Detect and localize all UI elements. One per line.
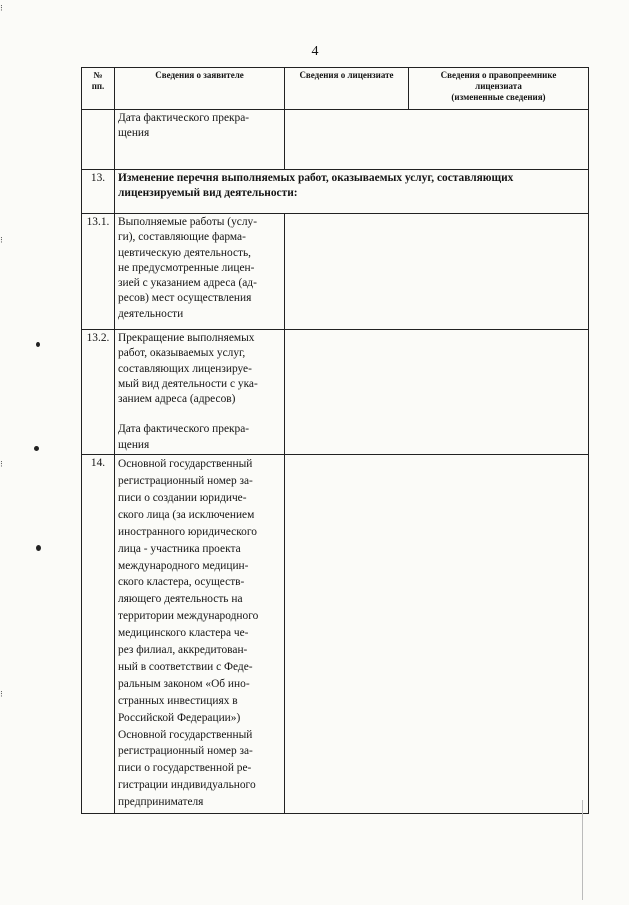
value-cell [285, 455, 589, 814]
applicant-cell: Выполняемые работы (услу- ги), составляющие фарма- цевтическую деятельность, не предусмотренные лицен- зией с указанием адреса (ад- ресов) мест осуществления деятельности [115, 214, 285, 330]
table-row-termination-date [82, 110, 589, 170]
header-number: № пп. [82, 68, 115, 110]
applicant-cell: Основной государственный регистрационный номер за- писи о создании юридиче- ского лица (за исключением иностранного юридического лица - участника проекта международного медицин- ского кластера, осуществ- ляющего деятельность на территории международного медицинского кластера че- рез филиал, аккредитован- ный в соответствии с Феде- ральным законом «Об ино- странных инвестициях в Российской Федерации») Основной государственный регистрационный номер за- писи о государственной ре- гистрации индивидуального предпринимателя [115, 455, 285, 814]
license-form-table [81, 67, 589, 814]
value-cell [285, 110, 589, 170]
row-number: 13. [82, 170, 115, 214]
table-header-row [82, 68, 589, 110]
row-number: 13.2. [82, 330, 115, 455]
scan-artifact: ⁝ [0, 236, 3, 246]
scan-artifact [34, 446, 39, 451]
applicant-cell: Дата фактического прекра- щения [115, 110, 285, 170]
header-applicant: Сведения о заявителе [115, 68, 285, 110]
header-licensee: Сведения о лицензиате [285, 68, 409, 110]
scan-artifact: ⁝ [0, 690, 3, 700]
scan-artifact [582, 800, 583, 900]
scan-artifact [36, 545, 41, 551]
scan-artifact: ⁝ [0, 4, 3, 14]
page-number: 4 [311, 44, 319, 59]
table-row-14 [82, 455, 589, 814]
value-cell [285, 214, 589, 330]
scan-artifact: ⁝ [0, 460, 3, 470]
scan-artifact [36, 342, 40, 347]
value-cell [285, 330, 589, 455]
section-heading: Изменение перечня выполняемых работ, оказываемых услуг, составляющих лицензируемый вид деятельности: [115, 170, 589, 214]
applicant-cell: Прекращение выполняемых работ, оказываемых услуг, составляющих лицензируе- мый вид деятельности с ука- занием адреса (адресов) Дата фактического прекра- щения [115, 330, 285, 455]
table-row-13-1 [82, 214, 589, 330]
header-successor: Сведения о правопреемнике лицензиата (измененные сведения) [409, 68, 589, 110]
table-row-13 [82, 170, 589, 214]
row-number: 14. [82, 455, 115, 814]
table-row-13-2 [82, 330, 589, 455]
row-number: 13.1. [82, 214, 115, 330]
